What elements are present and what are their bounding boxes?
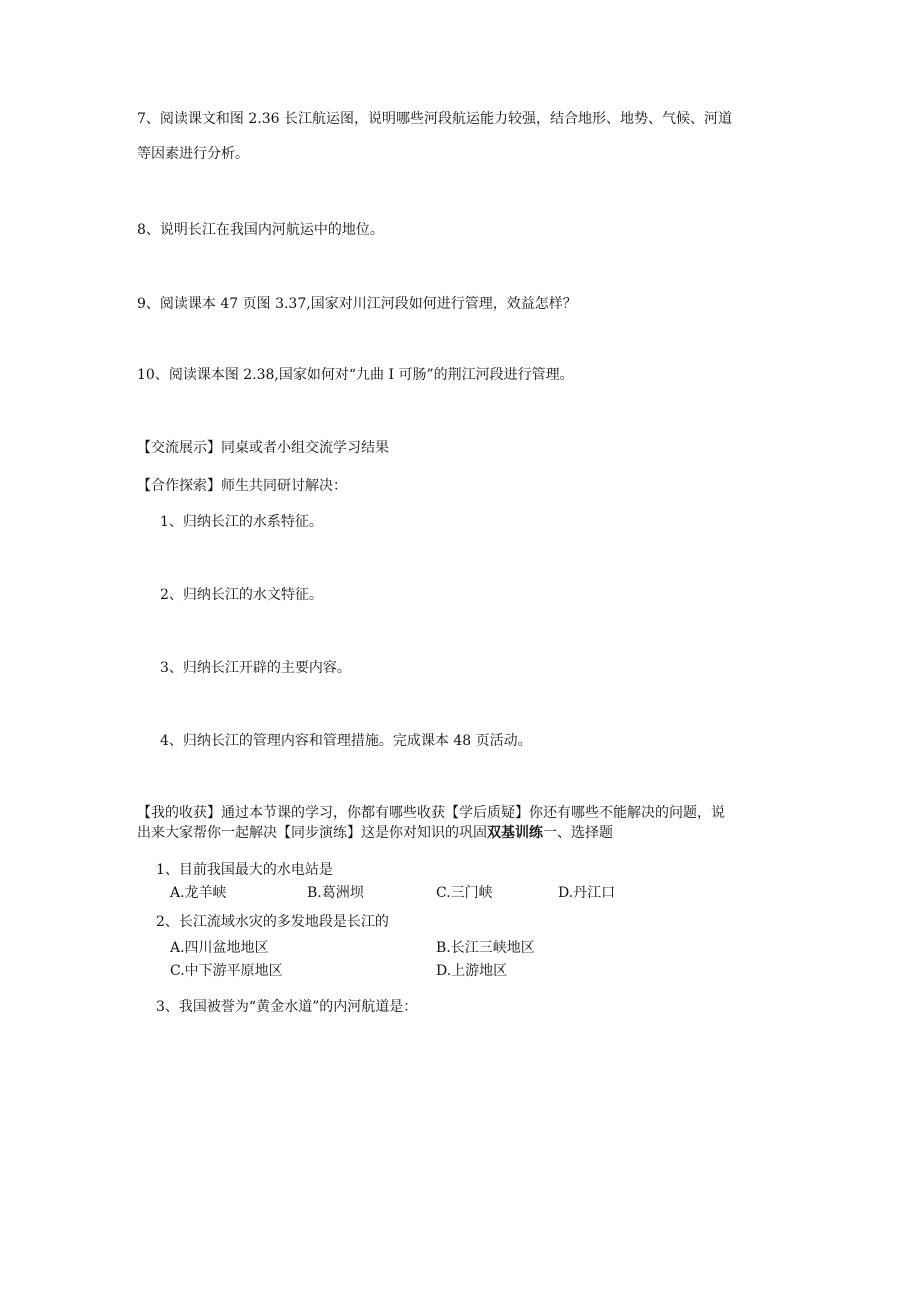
choice-2-option-d: D.上游地区 [436,963,508,979]
choice-1-option-d: D.丹江口 [558,885,616,901]
question-7-line-1: 7、阅读课文和图 2.36 长江航运图，说明哪些河段航运能力较强，结合地形、地势、气候、河道 [137,111,732,127]
question-7-line-2: 等因素进行分析。 [137,146,249,162]
choice-1-option-c: C.三门峡 [436,885,493,901]
harvest-line-2 [137,826,613,840]
question-9: 9、阅读课本 47 页图 3.37,国家对川江河段如何进行管理，效益怎样？ [137,296,577,312]
cooperation-item-2: 2、归纳长江的水文特征。 [160,587,323,603]
cooperation-item-1: 1、归纳长江的水系特征。 [160,514,323,530]
harvest-text: 出来大家帮你一起解决【同步演练】这是你对知识的巩固 [137,825,487,841]
choice-2-option-b: B.长江三峡地区 [436,940,535,956]
double-basis-training: 双基训练 [487,825,543,841]
choice-2-option-c: C.中下游平原地区 [170,963,283,979]
choice-3-stem: 3、我国被誉为“黄金水道”的内河航道是： [156,999,418,1015]
choice-1-option-b: B.葛洲坝 [307,885,364,901]
choice-section-title: 一、选择题 [543,825,613,841]
choice-2-stem: 2、长江流域水灾的多发地段是长江的 [156,914,389,930]
cooperation-heading: 【合作探索】师生共同研讨解决： [137,478,347,494]
choice-1-option-a: A.龙羊峡 [170,885,227,901]
choice-1-stem: 1、目前我国最大的水电站是 [156,862,333,878]
choice-2-option-a: A.四川盆地地区 [170,940,269,956]
question-10: 10、阅读课本图 2.38,国家如何对“九曲 I 可肠”的荆江河段进行管理。 [137,367,574,383]
cooperation-item-4: 4、归纳长江的管理内容和管理措施。完成课本 48 页活动。 [160,733,532,749]
harvest-line-1: 【我的收获】通过本节课的学习，你都有哪些收获【学后质疑】你还有哪些不能解决的问题，说 [137,805,725,821]
question-8: 8、说明长江在我国内河航运中的地位。 [137,222,384,238]
cooperation-item-3: 3、归纳长江开辟的主要内容。 [160,660,351,676]
exchange-section: 【交流展示】同桌或者小组交流学习结果 [137,440,389,456]
